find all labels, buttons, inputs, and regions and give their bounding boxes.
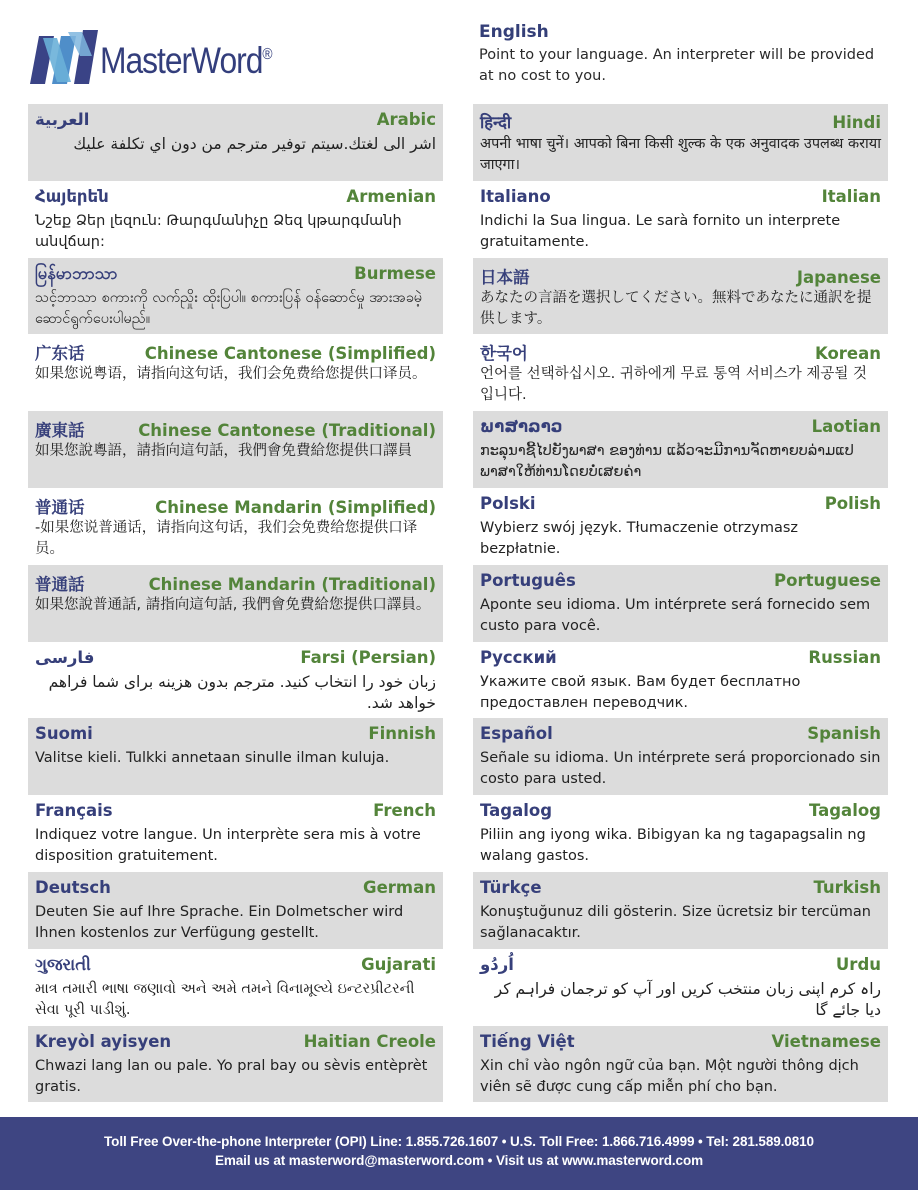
native-language-name: فارسی: [35, 647, 95, 667]
native-language-name: 日本語: [480, 267, 530, 287]
english-language-name: Russian: [808, 647, 881, 667]
english-language-name: Haitian Creole: [303, 1031, 436, 1051]
interpreter-message: -如果您说普通话，请指向这句话，我们会免费给您提供口译员。: [35, 519, 418, 557]
language-entry-header: [480, 1032, 881, 1056]
language-entry[interactable]: [473, 795, 888, 872]
language-entry[interactable]: [473, 949, 888, 1026]
language-entry-header: [480, 648, 881, 672]
native-language-name: Tagalog: [480, 801, 553, 821]
language-column-left: [28, 104, 443, 1102]
language-entry-header: [480, 417, 881, 441]
interpreter-message: अपनी भाषा चुनें। आपको बिना किसी शुल्क के एक अनुवादक उपलब्ध कराया जाएगा।: [480, 136, 881, 173]
native-language-name: العربية: [35, 110, 90, 129]
language-entry-header: [35, 494, 436, 518]
interpreter-message: Valitse kieli. Tulkki annetaan sinulle ilman kuluja.: [35, 750, 390, 767]
intro-language: English: [479, 22, 549, 42]
interpreter-message: သင့်ဘာသာ စကားကို လက်ညှိုး ထိုးပြပါ။ စကားပြန် ဝန်ဆောင်မှု အားအခမဲ့ ဆောင်ရွက်ပေးပါမည်။: [35, 289, 423, 327]
native-language-name: Suomi: [35, 724, 93, 744]
language-entry-header: [480, 955, 881, 979]
native-language-name: Türkçe: [480, 877, 542, 897]
interpreter-message: Deuten Sie auf Ihre Sprache. Ein Dolmetscher wird Ihnen kostenlos zur Verfügung gestellt.: [35, 903, 404, 941]
footer-web-line: Email us at masterword@masterword.com • Visit us at www.masterword.com: [214, 1153, 704, 1168]
interpreter-message: Xin chỉ vào ngôn ngữ của bạn. Một người thông dịch viên sẽ được cung cấp miễn phí cho bạn.: [480, 1057, 859, 1095]
language-entry-header: [480, 878, 881, 902]
language-entry[interactable]: [473, 258, 888, 335]
language-entry[interactable]: [28, 488, 443, 565]
interpreter-message: اشر الى لغتك.سيتم توفير مترجم من دون اي تكلفة عليك: [73, 135, 436, 153]
native-language-name: Deutsch: [35, 877, 111, 897]
english-language-name: Armenian: [346, 186, 436, 206]
language-entry-header: [35, 801, 436, 825]
english-language-name: Burmese: [354, 263, 436, 283]
native-language-name: اُردُو: [480, 954, 514, 974]
native-language-name: हिन्दी: [480, 113, 512, 132]
language-entry-header: [480, 801, 881, 825]
language-entry[interactable]: [473, 1026, 888, 1103]
interpreter-message: 如果您说粤语，请指向这句话，我们会免费给您提供口译员。: [35, 366, 427, 383]
native-language-name: Tiếng Việt: [480, 1031, 575, 1051]
english-language-name: Hindi: [832, 113, 881, 132]
native-language-name: 普通話: [35, 574, 85, 594]
language-entry-header: [480, 494, 881, 518]
language-entry[interactable]: [473, 181, 888, 258]
masterword-logo: [30, 26, 300, 88]
language-entry[interactable]: [28, 949, 443, 1026]
logo-mark-icon: [30, 26, 98, 86]
english-language-name: Farsi (Persian): [300, 647, 436, 667]
language-entry-header: [35, 417, 436, 441]
intro-block: [479, 22, 879, 87]
english-language-name: Chinese Mandarin (Traditional): [148, 574, 436, 594]
language-entry[interactable]: [28, 181, 443, 258]
language-entry-header: [35, 340, 436, 364]
english-language-name: Chinese Cantonese (Traditional): [138, 421, 436, 441]
language-entry[interactable]: [473, 104, 888, 181]
language-entry-header: [35, 110, 436, 134]
language-entry-header: [480, 571, 881, 595]
interpreter-message: Նշեք Ձեր լեզուն: Թարգմանիչը Ձեզ կթարգմանի անվճար:: [35, 212, 402, 250]
native-language-name: 广东话: [35, 344, 85, 364]
language-entry[interactable]: [473, 334, 888, 411]
english-language-name: Korean: [814, 344, 881, 364]
language-entry[interactable]: [28, 565, 443, 642]
language-entry-header: [35, 1032, 436, 1056]
native-language-name: Русский: [480, 647, 557, 667]
native-language-name: 한국어: [480, 344, 528, 364]
language-entry[interactable]: [473, 718, 888, 795]
english-language-name: Chinese Cantonese (Simplified): [144, 344, 436, 364]
interpreter-message: ກະລຸນາຊີ້ໄປຍັງພາສາ ຂອງທ່ານ ແລ້ວຈະມີການຈັດຫາຍບລ່າມແປພາສາໃຫ້ທ່ານໂດຍບໍ່ເສຍຄ່າ: [480, 443, 854, 481]
interpreter-message: Señale su idioma. Un intérprete será proporcionado sin costo para usted.: [480, 750, 881, 788]
language-entry-header: [35, 724, 436, 748]
english-language-name: Arabic: [376, 110, 436, 129]
native-language-name: Français: [35, 801, 113, 821]
interpreter-message: માત્ર તમારી ભાષા જણાવો અને અમે તમને વિનામૂલ્યે ઇન્ટરપ્રીટરની સેવા પૂરી પાડીશું.: [35, 980, 415, 1018]
native-language-name: Italiano: [480, 186, 551, 206]
interpreter-message: Indichi la Sua lingua. Le sarà fornito un interprete gratuitamente.: [480, 212, 841, 250]
english-language-name: Japanese: [796, 267, 881, 287]
language-entry[interactable]: [28, 642, 443, 719]
footer-phone-line: Toll Free Over-the-phone Interpreter (OPI) Line: 1.855.726.1607 • U.S. Toll Free: 1.866.716.4999 • Tel: 281.589.0810: [104, 1134, 814, 1149]
english-language-name: Gujarati: [361, 954, 436, 974]
english-language-name: Italian: [821, 186, 881, 206]
interpreter-message: Konuştuğunuz dili gösterin. Size ücretsiz bir tercüman sağlanacaktır.: [480, 903, 871, 941]
language-entry[interactable]: [28, 104, 443, 181]
native-language-name: Polski: [480, 493, 536, 513]
interpreter-message: Piliin ang iyong wika. Bibigyan ka ng tagapagsalin ng walang gastos.: [480, 827, 866, 865]
english-language-name: Finnish: [368, 724, 436, 744]
language-column-right: [473, 104, 888, 1102]
english-language-name: Portuguese: [774, 570, 881, 590]
language-entry[interactable]: [28, 872, 443, 949]
language-entry[interactable]: [28, 258, 443, 335]
interpreter-message: Aponte seu idioma. Um intérprete será fornecido sem custo para você.: [480, 596, 871, 634]
language-entry-header: [35, 187, 436, 211]
english-language-name: Vietnamese: [771, 1031, 881, 1051]
native-language-name: ພາສາລາວ: [480, 417, 563, 437]
interpreter-message: 언어를 선택하십시오. 귀하에게 무료 통역 서비스가 제공될 것입니다.: [480, 366, 868, 404]
language-entry[interactable]: [473, 488, 888, 565]
interpreter-message: 如果您說粵語，請指向這句話，我們會免費給您提供口譯員: [35, 443, 412, 460]
language-entry-header: [480, 187, 881, 211]
language-entry[interactable]: [473, 565, 888, 642]
intro-message: Point to your language. An interpreter will be provided at no cost to you.: [479, 47, 875, 84]
interpreter-message: راہ کرم اپنی زبان منتخب کریں اور آپ کو ترجمان فراہم کر دیا جائے گا: [494, 979, 881, 1019]
language-entry-header: [35, 878, 436, 902]
language-entry-header: [480, 340, 881, 364]
native-language-name: ગુજરાતી: [35, 954, 91, 974]
contact-footer: [0, 1117, 918, 1190]
native-language-name: Kreyòl ayisyen: [35, 1031, 172, 1051]
english-language-name: Turkish: [813, 877, 881, 897]
native-language-name: Հայերեն: [35, 186, 109, 206]
native-language-name: 廣東話: [35, 421, 85, 441]
english-language-name: Urdu: [835, 954, 881, 974]
language-entry[interactable]: [473, 872, 888, 949]
interpreter-message: Укажите свой язык. Вам будет бесплатно предоставлен переводчик.: [480, 673, 801, 711]
english-language-name: Spanish: [807, 724, 881, 744]
interpreter-message: Chwazi lang lan ou pale. Yo pral bay ou sèvis entèprèt gratis.: [35, 1057, 428, 1095]
language-entry-header: [35, 955, 436, 979]
language-entry-header: [480, 110, 881, 134]
interpreter-message: あなたの言語を選択してください。無料であなたに通訳を提供します。: [480, 289, 872, 327]
language-entry[interactable]: [473, 642, 888, 719]
english-language-name: Chinese Mandarin (Simplified): [155, 497, 436, 517]
english-language-name: Polish: [824, 493, 881, 513]
english-language-name: French: [373, 801, 436, 821]
interpreter-message: Wybierz swój język. Tłumaczenie otrzymasz bezpłatnie.: [480, 519, 798, 557]
language-entry-header: [480, 264, 881, 288]
language-entry[interactable]: [473, 411, 888, 488]
language-entry-header: [35, 648, 436, 672]
native-language-name: 普通话: [35, 497, 85, 517]
english-language-name: Laotian: [811, 417, 881, 437]
language-entry-header: [35, 264, 436, 288]
interpreter-message: زبان خود را انتخاب کنید. مترجم بدون هزینه برای شما فراهم خواهد شد.: [48, 672, 436, 712]
native-language-name: Español: [480, 724, 553, 744]
interpreter-message: Indiquez votre langue. Un interprète sera mis à votre disposition gratuitement.: [35, 827, 421, 865]
language-entry[interactable]: [28, 1026, 443, 1103]
language-entry[interactable]: [28, 411, 443, 488]
english-language-name: Tagalog: [808, 801, 881, 821]
native-language-name: Português: [480, 570, 576, 590]
language-entry[interactable]: [28, 718, 443, 795]
language-entry[interactable]: [28, 795, 443, 872]
english-language-name: German: [363, 877, 436, 897]
logo-wordmark: MasterWord®: [100, 40, 273, 81]
language-entry[interactable]: [28, 334, 443, 411]
language-entry-header: [35, 571, 436, 595]
language-entry-header: [480, 724, 881, 748]
interpreter-message: 如果您說普通話, 請指向這句話, 我們會免費給您提供口譯員。: [35, 596, 431, 613]
native-language-name: မြန်မာဘာသာ: [35, 263, 118, 283]
